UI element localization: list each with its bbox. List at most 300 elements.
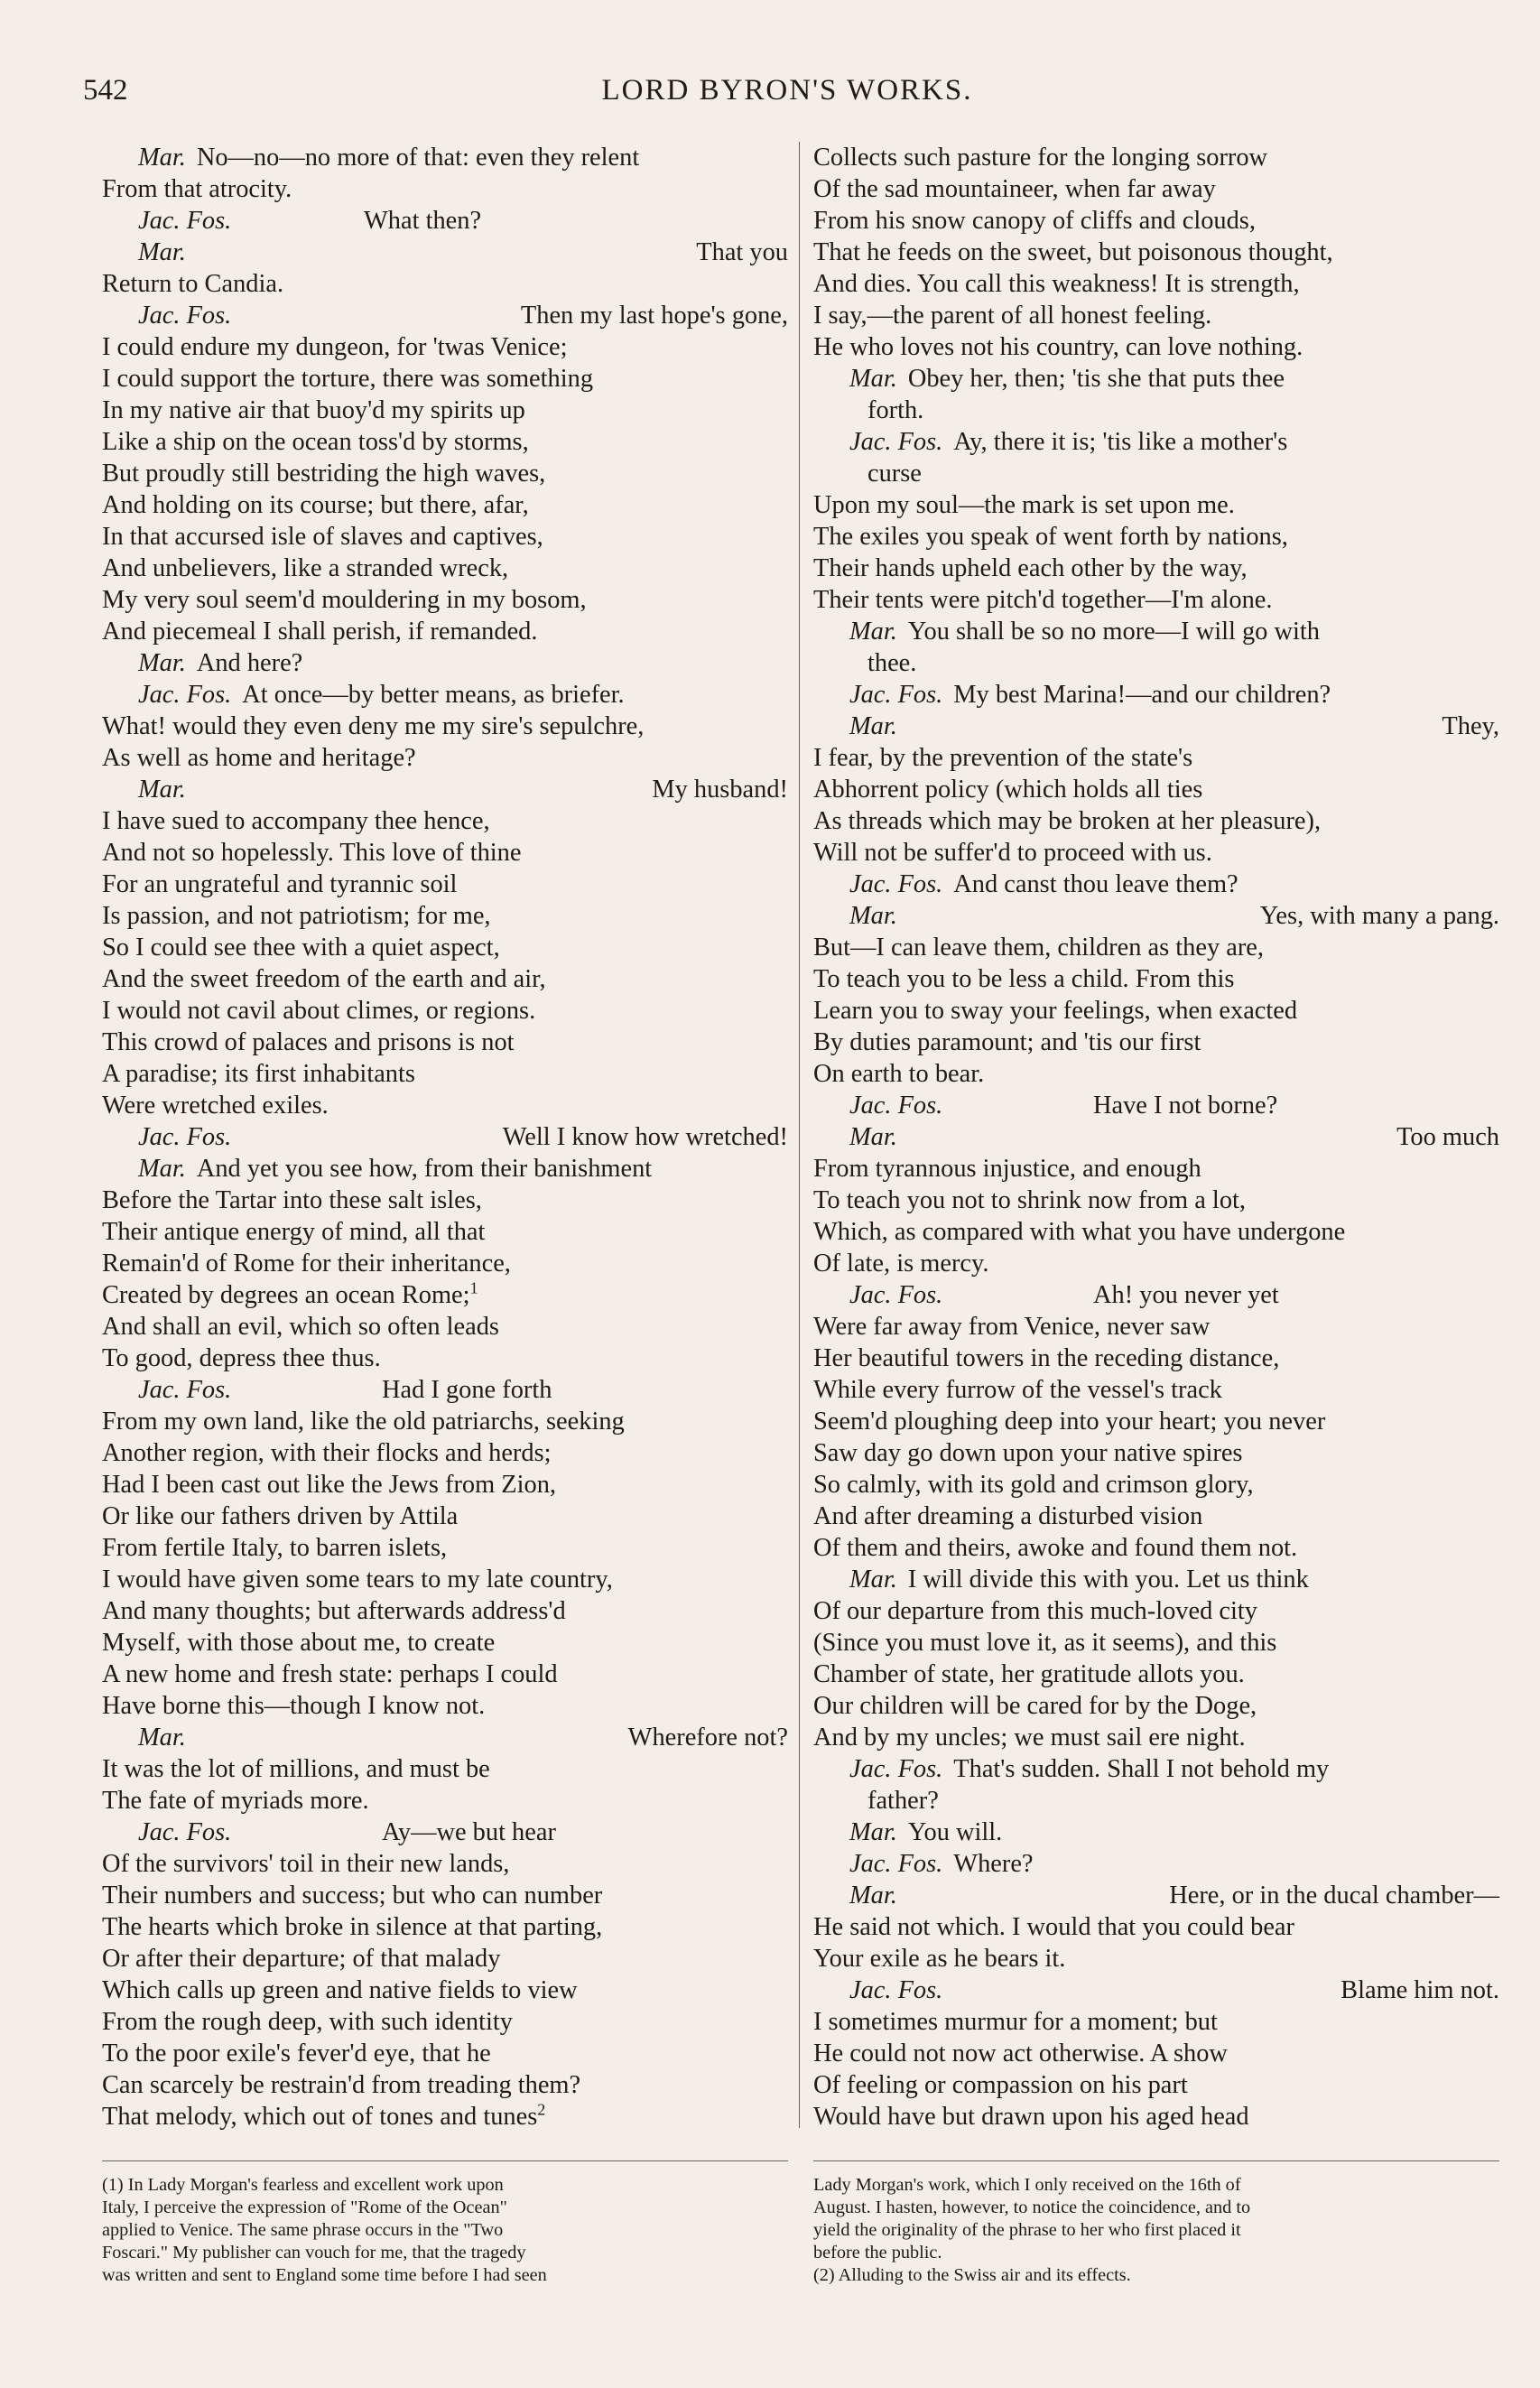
verse-text: And dies. You call this weakness! It is strength,: [813, 270, 1300, 298]
verse-text: Their antique energy of mind, all that: [102, 1218, 486, 1246]
verse-line: [102, 1659, 788, 1690]
verse-text: Which, as compared with what you have undergone: [813, 1218, 1346, 1246]
right-text-column: [813, 142, 1499, 2132]
verse-text: Too much: [1396, 1123, 1499, 1151]
speaker-name: Jac. Fos.: [138, 302, 232, 330]
verse-text: So calmly, with its gold and crimson glory,: [813, 1471, 1254, 1499]
verse-line: [102, 268, 788, 300]
verse-line: [102, 1058, 788, 1090]
verse-text: But—I can leave them, children as they are,: [813, 934, 1264, 962]
verse-text: Of our departure from this much-loved city: [813, 1597, 1257, 1625]
verse-text: From his snow canopy of cliffs and clouds,: [813, 207, 1256, 235]
verse-line: [813, 142, 1499, 173]
verse-text: Or like our fathers driven by Attila: [102, 1502, 459, 1530]
speaker-name: Jac. Fos.: [849, 681, 943, 709]
verse-line: [813, 489, 1499, 521]
verse-line: [813, 1090, 1499, 1121]
verse-line: [813, 1058, 1499, 1090]
verse-line: [102, 647, 788, 679]
verse-text: Remain'd of Rome for their inheritance,: [102, 1250, 511, 1278]
verse-line: [813, 1121, 1499, 1153]
verse-text: Obey her, then; 'tis she that puts thee: [907, 365, 1285, 393]
verse-text: Like a ship on the ocean toss'd by storms,: [102, 428, 529, 456]
verse-text: Had I been cast out like the Jews from Zion,: [102, 1471, 557, 1499]
verse-line: [102, 679, 788, 711]
verse-text: I sometimes murmur for a moment; but: [813, 2008, 1218, 2036]
verse-text: By duties paramount; and 'tis our first: [813, 1028, 1201, 1056]
verse-line: [813, 679, 1499, 711]
verse-text: He said not which. I would that you could bear: [813, 1913, 1294, 1941]
verse-text: From tyrannous injustice, and enough: [813, 1155, 1201, 1183]
verse-text: Or after their departure; of that malady: [102, 1945, 501, 1973]
verse-text: That you: [696, 238, 788, 266]
verse-text: Where?: [953, 1850, 1034, 1878]
verse-line: [102, 1121, 788, 1153]
verse-line: [102, 1722, 788, 1753]
verse-line: [813, 521, 1499, 553]
speaker-name: Mar.: [849, 712, 897, 740]
verse-text: As well as home and heritage?: [102, 744, 416, 772]
verse-line: [813, 1943, 1499, 1975]
verse-text: And after dreaming a disturbed vision: [813, 1502, 1203, 1530]
speaker-name: Jac. Fos.: [849, 1092, 943, 1120]
verse-text: Return to Candia.: [102, 270, 284, 298]
verse-line: [813, 774, 1499, 805]
verse-text: From the rough deep, with such identity: [102, 2008, 513, 2036]
verse-line: [813, 1880, 1499, 1911]
verse-line: [102, 616, 788, 647]
verse-text: Which calls up green and native fields to view: [102, 1976, 578, 2004]
verse-line: [102, 1279, 788, 1311]
verse-text: To teach you to be less a child. From this: [813, 965, 1235, 993]
verse-line: [813, 1216, 1499, 1248]
speaker-name: Jac. Fos.: [849, 1281, 943, 1309]
verse-line: [102, 837, 788, 869]
footnote-line: August. I hasten, however, to notice the coincidence, and to: [813, 2198, 1251, 2217]
footnote-line: (1) In Lady Morgan's fearless and excellent work upon: [102, 2175, 504, 2195]
verse-text: And shall an evil, which so often leads: [102, 1313, 499, 1341]
verse-text: My best Marina!—and our children?: [953, 681, 1331, 709]
speaker-name: Mar.: [138, 238, 186, 266]
verse-line: [813, 1153, 1499, 1185]
verse-text: I could endure my dungeon, for 'twas Venice;: [102, 333, 568, 361]
verse-line: [813, 2038, 1499, 2069]
verse-text: It was the lot of millions, and must be: [102, 1755, 490, 1783]
verse-line: [813, 584, 1499, 616]
verse-text: And canst thou leave them?: [953, 870, 1238, 898]
verse-line: [102, 963, 788, 995]
verse-line: [813, 995, 1499, 1027]
verse-text: He who loves not his country, can love nothing.: [813, 333, 1303, 361]
verse-line: [813, 1279, 1499, 1311]
verse-text: To the poor exile's fever'd eye, that he: [102, 2040, 491, 2067]
verse-text: And not so hopelessly. This love of thine: [102, 839, 522, 867]
speaker-name: Jac. Fos.: [849, 428, 943, 456]
verse-line: [813, 932, 1499, 963]
verse-text: Another region, with their flocks and herds;: [102, 1439, 552, 1467]
verse-line: [813, 2101, 1499, 2132]
column-divider: [799, 142, 800, 2128]
verse-text: father?: [867, 1787, 939, 1815]
verse-text: Seem'd ploughing deep into your heart; you never: [813, 1408, 1326, 1436]
verse-text: Then my last hope's gone,: [520, 302, 788, 330]
verse-text: And unbelievers, like a stranded wreck,: [102, 554, 509, 582]
verse-line: [102, 331, 788, 363]
verse-line: [813, 1248, 1499, 1279]
verse-text: Wherefore not?: [627, 1724, 788, 1752]
verse-text: Were far away from Venice, never saw: [813, 1313, 1211, 1341]
verse-text: While every furrow of the vessel's track: [813, 1376, 1222, 1404]
verse-line: [102, 1753, 788, 1785]
verse-text: So I could see thee with a quiet aspect,: [102, 934, 500, 962]
verse-text: I will divide this with you. Let us think: [907, 1566, 1309, 1594]
verse-text: Have borne this—though I know not.: [102, 1692, 486, 1720]
verse-text: Can scarcely be restrain'd from treading them?: [102, 2071, 581, 2099]
verse-line: [813, 458, 1499, 489]
page-number: 542: [83, 74, 128, 107]
footnote-line: was written and sent to England some time before I had seen: [102, 2265, 547, 2285]
verse-line: [102, 363, 788, 395]
speaker-name: Mar.: [849, 1123, 897, 1151]
verse-line: [813, 1690, 1499, 1722]
verse-line: [102, 553, 788, 584]
verse-line: [102, 1975, 788, 2006]
verse-line: [102, 1943, 788, 1975]
verse-text: Here, or in the ducal chamber—: [1169, 1882, 1499, 1909]
verse-line: [102, 869, 788, 900]
verse-line: [813, 1911, 1499, 1943]
verse-text: From fertile Italy, to barren islets,: [102, 1534, 448, 1562]
verse-line: [102, 1595, 788, 1627]
running-title: LORD BYRON'S WORKS.: [601, 74, 973, 107]
verse-text: What! would they even deny me my sire's sepulchre,: [102, 712, 645, 740]
speaker-name: Mar.: [138, 776, 186, 804]
verse-line: [102, 1564, 788, 1595]
verse-line: [102, 584, 788, 616]
verse-text: No—no—no more of that: even they relent: [196, 144, 640, 172]
verse-text: Before the Tartar into these salt isles,: [102, 1186, 482, 1214]
verse-line: [813, 1343, 1499, 1374]
verse-text: From my own land, like the old patriarchs, seeking: [102, 1408, 625, 1436]
verse-line: [813, 647, 1499, 679]
footnote-line: Italy, I perceive the expression of "Rome of the Ocean": [102, 2198, 507, 2217]
verse-line: [102, 142, 788, 173]
verse-line: [813, 1848, 1499, 1880]
verse-text: I could support the torture, there was something: [102, 365, 594, 393]
verse-line: [813, 173, 1499, 205]
speaker-name: Mar.: [849, 1882, 897, 1909]
verse-text: I would not cavil about climes, or regions.: [102, 997, 536, 1025]
verse-line: [102, 1374, 788, 1406]
verse-line: [813, 553, 1499, 584]
verse-text: Your exile as he bears it.: [813, 1945, 1066, 1973]
verse-text: A paradise; its first inhabitants: [102, 1060, 415, 1088]
verse-text: Ay, there it is; 'tis like a mother's: [953, 428, 1288, 456]
verse-text: And piecemeal I shall perish, if remanded.: [102, 618, 538, 646]
verse-line: [102, 1848, 788, 1880]
verse-line: [102, 1627, 788, 1659]
verse-line: [813, 963, 1499, 995]
verse-text: Their numbers and success; but who can number: [102, 1882, 603, 1909]
speaker-name: Mar.: [849, 365, 897, 393]
footnote-rule-right: [813, 2160, 1499, 2161]
verse-line: [102, 1469, 788, 1501]
verse-text: The exiles you speak of went forth by nations,: [813, 523, 1288, 551]
verse-text: (Since you must love it, as it seems), and this: [813, 1629, 1277, 1657]
speaker-name: Jac. Fos.: [138, 1376, 232, 1404]
verse-line: [102, 489, 788, 521]
verse-line: [102, 1311, 788, 1343]
verse-line: [813, 205, 1499, 237]
verse-line: [813, 1027, 1499, 1058]
verse-line: [813, 1595, 1499, 1627]
verse-line: [813, 1469, 1499, 1501]
verse-text: Abhorrent policy (which holds all ties: [813, 776, 1203, 804]
verse-text: You shall be so no more—I will go with: [907, 618, 1320, 646]
verse-text: What then?: [364, 207, 482, 235]
verse-text: Her beautiful towers in the receding distance,: [813, 1344, 1280, 1372]
verse-line: [102, 205, 788, 237]
verse-text: The hearts which broke in silence at that parting,: [102, 1913, 603, 1941]
speaker-name: Jac. Fos.: [138, 1123, 232, 1151]
verse-line: [102, 426, 788, 458]
verse-text: That he feeds on the sweet, but poisonous thought,: [813, 238, 1333, 266]
verse-line: [102, 1153, 788, 1185]
verse-text: Created by degrees an ocean Rome;$^1$: [102, 1278, 478, 1309]
verse-text: The fate of myriads more.: [102, 1787, 369, 1815]
verse-line: [813, 837, 1499, 869]
verse-line: [813, 1753, 1499, 1785]
verse-line: [102, 2101, 788, 2132]
verse-line: [813, 1532, 1499, 1564]
page-header: [83, 74, 1491, 119]
verse-line: [102, 711, 788, 742]
verse-text: For an ungrateful and tyrannic soil: [102, 870, 458, 898]
verse-line: [813, 1437, 1499, 1469]
verse-line: [813, 331, 1499, 363]
verse-line: [813, 900, 1499, 932]
footnote-marker: 1: [469, 1278, 478, 1297]
verse-text: Were wretched exiles.: [102, 1092, 329, 1120]
verse-text: To good, depress thee thus.: [102, 1344, 381, 1372]
speaker-name: Mar.: [849, 902, 897, 930]
verse-text: On earth to bear.: [813, 1060, 985, 1088]
verse-line: [813, 395, 1499, 426]
verse-text: Chamber of state, her gratitude allots you.: [813, 1660, 1245, 1688]
verse-line: [813, 300, 1499, 331]
speaker-name: Mar.: [138, 1155, 186, 1183]
verse-text: This crowd of palaces and prisons is not: [102, 1028, 515, 1056]
verse-line: [102, 1501, 788, 1532]
verse-line: [102, 1911, 788, 1943]
verse-line: [102, 2038, 788, 2069]
verse-text: Well I know how wretched!: [502, 1123, 788, 1151]
verse-text: Of late, is mercy.: [813, 1250, 989, 1278]
verse-line: [813, 742, 1499, 774]
verse-line: [813, 1627, 1499, 1659]
verse-line: [102, 1216, 788, 1248]
speaker-name: Mar.: [138, 1724, 186, 1752]
verse-text: Ah! you never yet: [1093, 1281, 1279, 1309]
footnote-line: before the public.: [813, 2243, 942, 2263]
verse-line: [813, 1659, 1499, 1690]
verse-text: I have sued to accompany thee hence,: [102, 807, 490, 835]
verse-line: [102, 805, 788, 837]
verse-text: And yet you see how, from their banishment: [196, 1155, 653, 1183]
verse-text: Upon my soul—the mark is set upon me.: [813, 491, 1235, 519]
verse-line: [102, 1027, 788, 1058]
verse-line: [102, 1406, 788, 1437]
verse-line: [813, 426, 1499, 458]
verse-text: Would have but drawn upon his aged head: [813, 2103, 1249, 2131]
verse-line: [813, 1406, 1499, 1437]
verse-text: forth.: [867, 396, 924, 424]
verse-text: You will.: [907, 1818, 1003, 1846]
verse-text: From that atrocity.: [102, 175, 292, 203]
verse-line: [102, 300, 788, 331]
verse-text: At once—by better means, as briefer.: [242, 681, 625, 709]
verse-line: [102, 173, 788, 205]
verse-line: [813, 1975, 1499, 2006]
verse-line: [102, 1343, 788, 1374]
verse-line: [102, 1785, 788, 1817]
verse-line: [813, 805, 1499, 837]
verse-text: Is passion, and not patriotism; for me,: [102, 902, 491, 930]
verse-line: [102, 1437, 788, 1469]
verse-text: Yes, with many a pang.: [1259, 902, 1499, 930]
verse-line: [813, 237, 1499, 268]
footnote-line: (2) Alluding to the Swiss air and its effects.: [813, 2265, 1131, 2285]
verse-line: [813, 1785, 1499, 1817]
verse-text: Of the sad mountaineer, when far away: [813, 175, 1216, 203]
verse-text: Myself, with those about me, to create: [102, 1629, 496, 1657]
verse-line: [813, 1564, 1499, 1595]
footnote-line: applied to Venice. The same phrase occurs in the "Two: [102, 2220, 504, 2240]
verse-text: My husband!: [652, 776, 788, 804]
verse-line: [102, 1185, 788, 1216]
verse-line: [102, 1090, 788, 1121]
verse-line: [102, 521, 788, 553]
verse-text: A new home and fresh state: perhaps I could: [102, 1660, 558, 1688]
verse-text: Their tents were pitch'd together—I'm alone.: [813, 586, 1273, 614]
verse-line: [102, 2006, 788, 2038]
verse-line: [102, 458, 788, 489]
verse-line: [813, 268, 1499, 300]
verse-line: [813, 869, 1499, 900]
speaker-name: Jac. Fos.: [138, 1818, 232, 1846]
speaker-name: Jac. Fos.: [849, 1755, 943, 1783]
verse-line: [102, 1532, 788, 1564]
verse-text: I say,—the parent of all honest feeling.: [813, 302, 1212, 330]
verse-text: Collects such pasture for the longing sorrow: [813, 144, 1268, 172]
verse-line: [102, 1817, 788, 1848]
verse-line: [813, 1817, 1499, 1848]
speaker-name: Jac. Fos.: [849, 870, 943, 898]
verse-line: [102, 900, 788, 932]
verse-text: Their hands upheld each other by the way,: [813, 554, 1248, 582]
verse-line: [813, 1185, 1499, 1216]
verse-text: To teach you not to shrink now from a lot,: [813, 1186, 1246, 1214]
verse-line: [813, 616, 1499, 647]
verse-text: Had I gone forth: [382, 1376, 552, 1404]
verse-line: [813, 2006, 1499, 2038]
speaker-name: Mar.: [138, 649, 186, 677]
verse-text: Learn you to sway your feelings, when exacted: [813, 997, 1298, 1025]
verse-line: [813, 1501, 1499, 1532]
verse-line: [813, 711, 1499, 742]
verse-line: [102, 395, 788, 426]
verse-line: [813, 1722, 1499, 1753]
speaker-name: Jac. Fos.: [138, 207, 232, 235]
footnote-rule-left: [102, 2160, 788, 2161]
verse-text: Of the survivors' toil in their new lands,: [102, 1850, 510, 1878]
verse-text: Have I not borne?: [1093, 1092, 1278, 1120]
verse-text: I would have given some tears to my late country,: [102, 1566, 613, 1594]
verse-line: [102, 1690, 788, 1722]
verse-text: And many thoughts; but afterwards address'd: [102, 1597, 566, 1625]
verse-text: And holding on its course; but there, afar,: [102, 491, 529, 519]
verse-text: He could not now act otherwise. A show: [813, 2040, 1228, 2067]
verse-line: [102, 237, 788, 268]
verse-line: [813, 2069, 1499, 2101]
verse-line: [813, 363, 1499, 395]
verse-text: In my native air that buoy'd my spirits up: [102, 396, 525, 424]
verse-text: I fear, by the prevention of the state's: [813, 744, 1193, 772]
speaker-name: Mar.: [138, 144, 186, 172]
footnote-marker: 2: [537, 2100, 546, 2119]
verse-line: [102, 932, 788, 963]
verse-line: [102, 774, 788, 805]
footnote-line: yield the originality of the phrase to her who first placed it: [813, 2220, 1241, 2240]
speaker-name: Mar.: [849, 1818, 897, 1846]
left-text-column: [102, 142, 788, 2132]
verse-text: Saw day go down upon your native spires: [813, 1439, 1243, 1467]
verse-text: In that accursed isle of slaves and captives,: [102, 523, 543, 551]
verse-text: Will not be suffer'd to proceed with us.: [813, 839, 1212, 867]
verse-line: [102, 2069, 788, 2101]
verse-text: And by my uncles; we must sail ere night.: [813, 1724, 1246, 1752]
verse-line: [813, 1311, 1499, 1343]
verse-text: My very soul seem'd mouldering in my bosom,: [102, 586, 587, 614]
footnote-line: Foscari." My publisher can vouch for me, that the tragedy: [102, 2243, 526, 2263]
verse-text: They,: [1442, 712, 1499, 740]
verse-line: [102, 1880, 788, 1911]
verse-line: [102, 995, 788, 1027]
footnotes-right: [813, 2174, 1499, 2287]
verse-text: thee.: [867, 649, 917, 677]
verse-text: That's sudden. Shall I not behold my: [953, 1755, 1330, 1783]
verse-line: [102, 742, 788, 774]
speaker-name: Mar.: [849, 618, 897, 646]
verse-text: curse: [867, 460, 922, 488]
verse-text: Blame him not.: [1341, 1976, 1499, 2004]
verse-text: But proudly still bestriding the high waves,: [102, 460, 546, 488]
verse-text: Of feeling or compassion on his part: [813, 2071, 1188, 2099]
verse-text: Of them and theirs, awoke and found them not.: [813, 1534, 1298, 1562]
speaker-name: Mar.: [849, 1566, 897, 1594]
verse-line: [102, 1248, 788, 1279]
footnote-line: Lady Morgan's work, which I only received on the 16th of: [813, 2175, 1241, 2195]
verse-text: Ay—we but hear: [382, 1818, 556, 1846]
speaker-name: Jac. Fos.: [849, 1976, 943, 2004]
footnotes-left: [102, 2174, 788, 2287]
verse-text: And here?: [196, 649, 303, 677]
speaker-name: Jac. Fos.: [138, 681, 232, 709]
verse-text: As threads which may be broken at her pleasure),: [813, 807, 1322, 835]
verse-text: And the sweet freedom of the earth and air,: [102, 965, 546, 993]
speaker-name: Jac. Fos.: [849, 1850, 943, 1878]
verse-line: [813, 1374, 1499, 1406]
